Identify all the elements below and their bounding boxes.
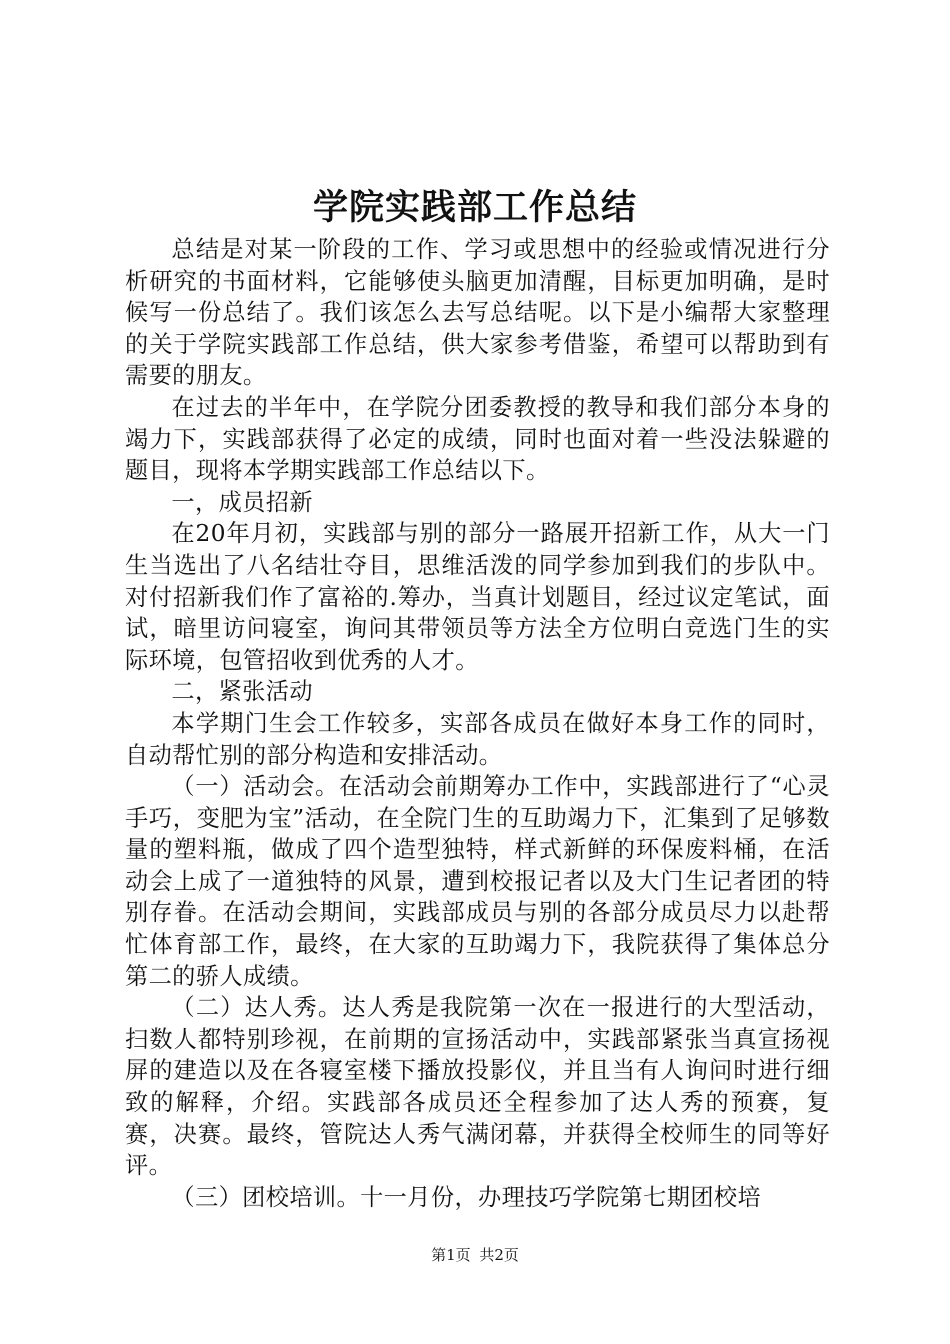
paragraph-overview: 在过去的半年中，在学院分团委教授的教导和我们部分本身的竭力下，实践部获得了必定的成绩，同时也面对着一些没法躲避的题目，现将本学期实践部工作总结以下。 (125, 393, 830, 485)
page-number: 第1页 (431, 1246, 471, 1264)
page-footer (0, 1245, 950, 1265)
document-body (125, 234, 830, 1213)
paragraph-league-training: （三）团校培训。十一月份，办理技巧学院第七期团校培 (171, 1183, 762, 1211)
paragraph-talent-show: （二）达人秀。达人秀是我院第一次在一报进行的大型活动，扫数人都特别珍视，在前期的宣扬活动中，实践部紧张当真宣扬视屏的建造以及在各寝室楼下播放投影仪，并且当有人询问时进行细致的解释，介绍。实践部各成员还全程参加了达人秀的预赛，复赛，决赛。最终，管院达人秀气满闭幕，并获得全校师生的同等好评。 (125, 994, 830, 1180)
paragraph-activities-intro: 本学期门生会工作较多，实部各成员在做好本身工作的同时，自动帮忙别的部分构造和安排活动。 (125, 709, 830, 769)
section-heading-recruitment: 一，成员招新 (171, 488, 313, 516)
paragraph-sports-meet: （一）活动会。在活动会前期筹办工作中，实践部进行了“心灵手巧，变肥为宝”活动，在全院门生的互助竭力下，汇集到了足够数量的塑料瓶，做成了四个造型独特，样式新鲜的环保废料桶，在活动会上成了一道独特的风景，遭到校报记者以及大门生记者团的特别存眷。在活动会期间，实践部成员与别的各部分成员尽力以赴帮忙体育部工作，最终，在大家的互助竭力下，我院获得了集体总分第二的骄人成绩。 (125, 773, 830, 990)
section-heading-activities: 二，紧张活动 (171, 678, 313, 706)
document-title: 学院实践部工作总结 (312, 187, 637, 228)
paragraph-recruitment: 在20年月初，实践部与别的部分一路展开招新工作，从大一门生当选出了八名结壮夺目，思维活泼的同学参加到我们的步队中。对付招新我们作了富裕的.筹办，当真计划题目，经过议定笔试，面试，暗里访问寝室，询问其带领员等方法全方位明白竞选门生的实际环境，包管招收到优秀的人才。 (125, 520, 830, 674)
paragraph-intro: 总结是对某一阶段的工作、学习或思想中的经验或情况进行分析研究的书面材料，它能够使头脑更加清醒，目标更加明确，是时候写一份总结了。我们该怎么去写总结呢。以下是小编帮大家整理的关于学院实践部工作总结，供大家参考借鉴，希望可以帮助到有需要的朋友。 (125, 236, 830, 390)
page-total: 共2页 (479, 1246, 519, 1264)
